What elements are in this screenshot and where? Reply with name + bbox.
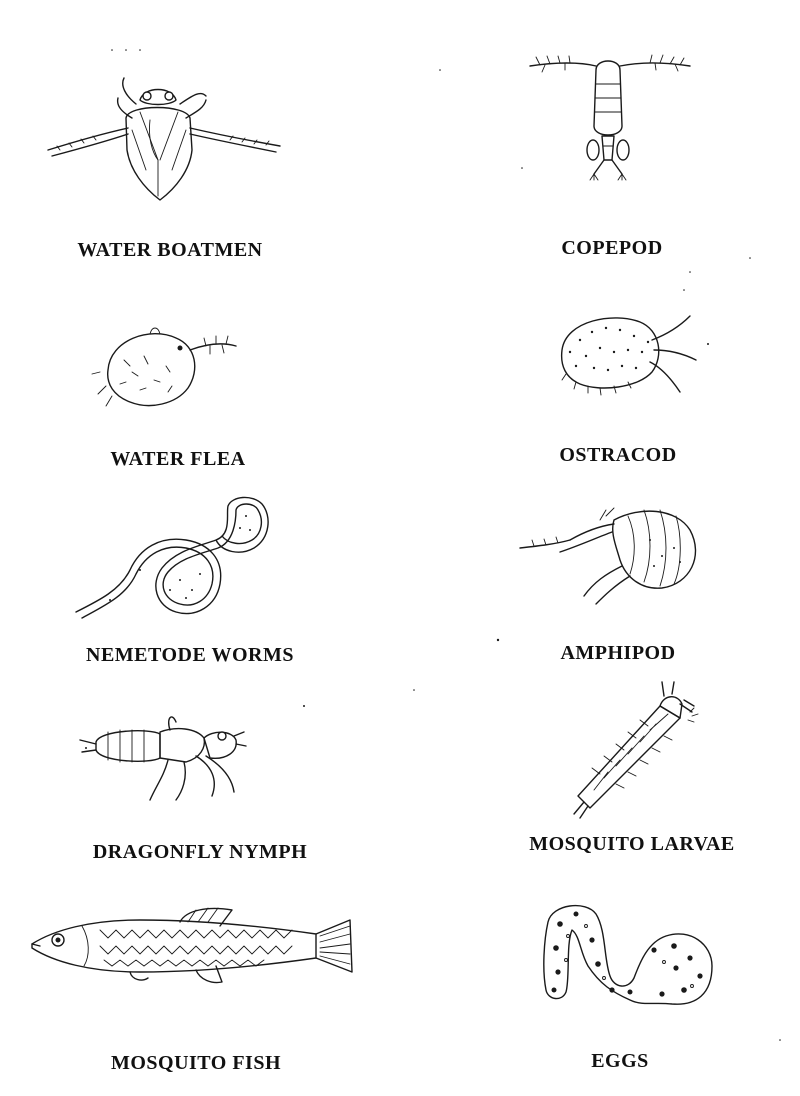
copepod-drawing <box>530 55 690 180</box>
nematode-drawing <box>76 497 268 618</box>
mosquito-larvae-drawing <box>574 682 698 818</box>
label-water-boatmen: WATER BOATMEN <box>77 239 263 261</box>
paper-specks <box>303 69 781 1041</box>
amphipod-drawing <box>520 508 695 604</box>
label-water-flea: WATER FLEA <box>110 448 246 470</box>
label-copepod: COPEPOD <box>561 237 663 259</box>
label-mosquito-larvae: MOSQUITO LARVAE <box>529 833 735 855</box>
water-boatman-drawing <box>48 49 280 200</box>
eggs-drawing <box>544 906 712 1005</box>
label-amphipod: AMPHIPOD <box>560 642 676 664</box>
dragonfly-nymph-drawing <box>80 717 246 800</box>
label-dragonfly-nymph: DRAGONFLY NYMPH <box>92 841 308 863</box>
mosquito-fish-drawing <box>32 908 352 983</box>
label-nematode-worms: NEMETODE WORMS <box>86 644 294 666</box>
label-eggs: EGGS <box>591 1050 649 1072</box>
label-mosquito-fish: MOSQUITO FISH <box>110 1052 282 1074</box>
water-flea-drawing <box>92 328 236 406</box>
ostracod-drawing <box>562 316 709 395</box>
label-ostracod: OSTRACOD <box>559 444 677 466</box>
